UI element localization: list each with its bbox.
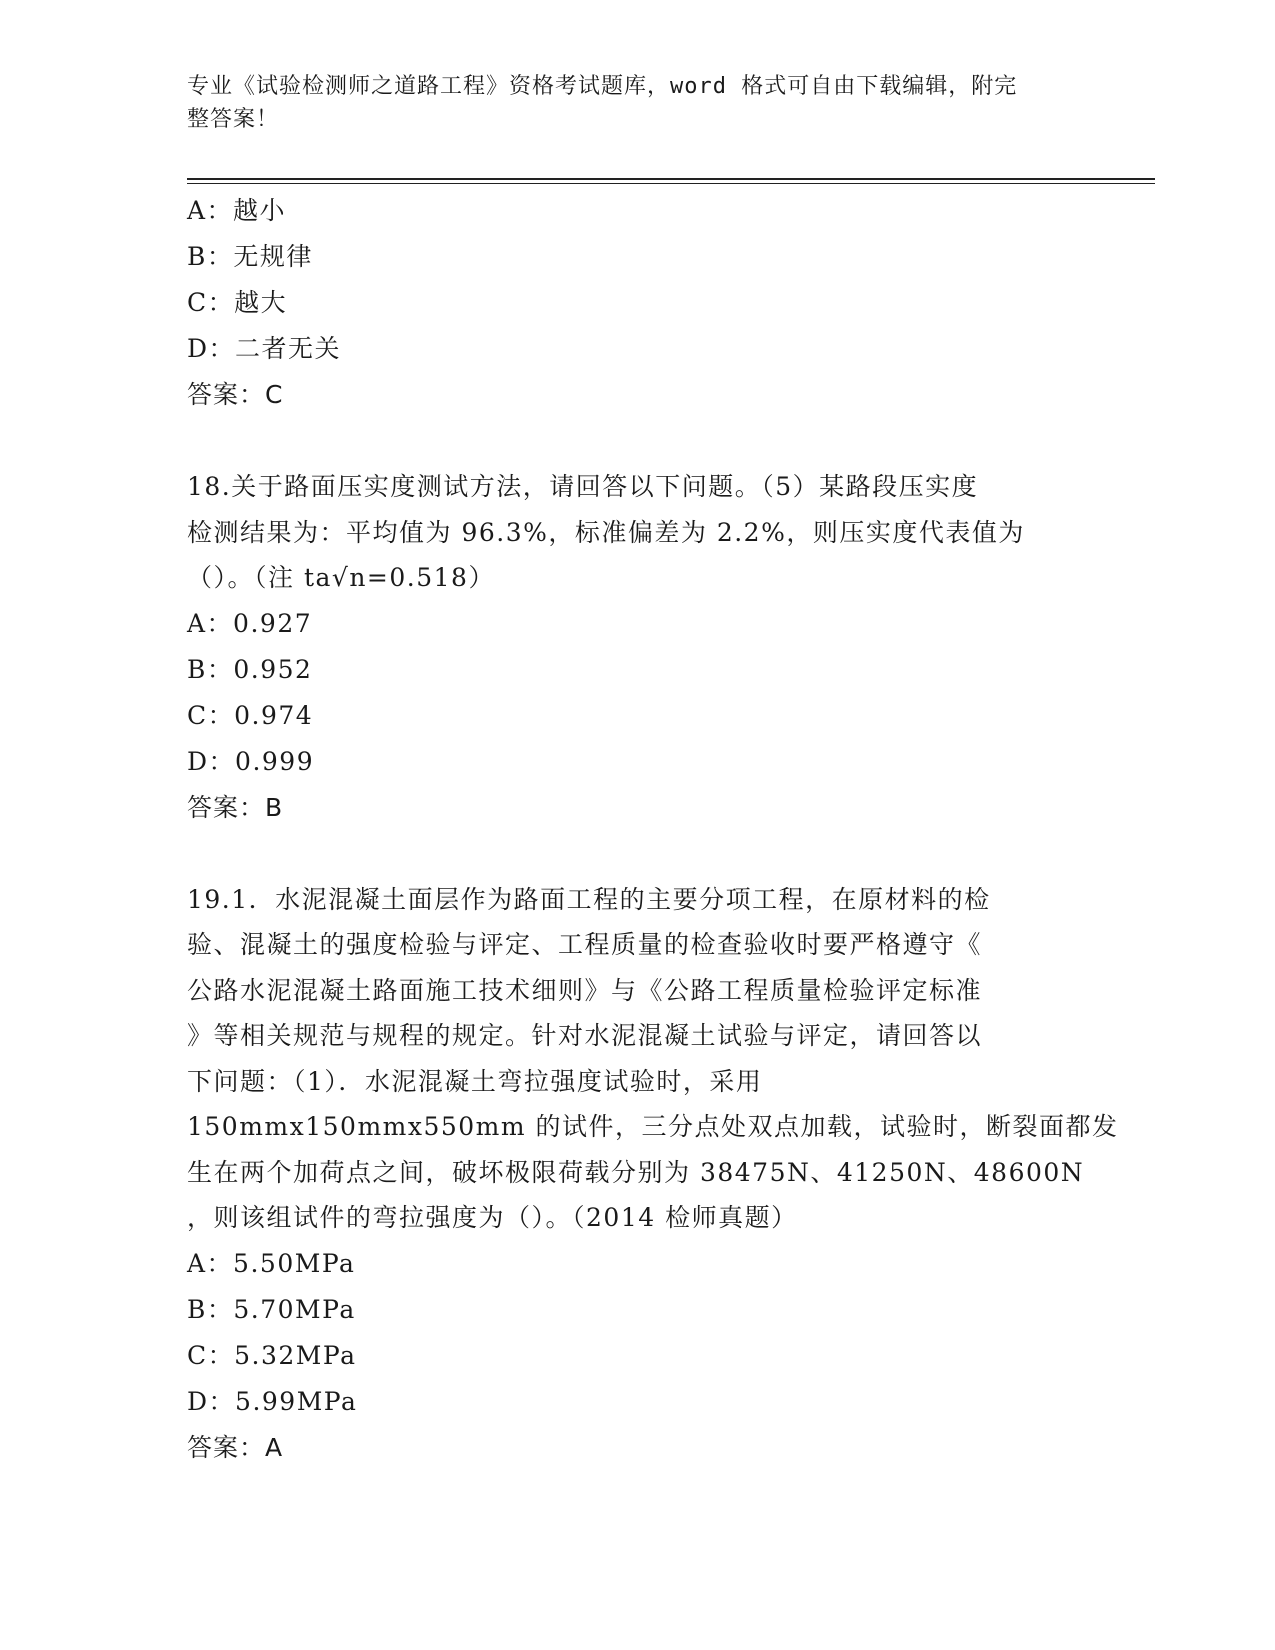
- question-text-line: 19.1．水泥混凝土面层作为路面工程的主要分项工程，在原材料的检: [187, 884, 991, 914]
- header-line-2: 整答案！: [187, 107, 280, 132]
- question-19: [187, 877, 1119, 1471]
- question-18: [187, 464, 1087, 831]
- answer: 答案：C: [187, 380, 284, 409]
- answer: 答案：A: [187, 1432, 284, 1462]
- question-text-line: ，则该组试件的弯拉强度为（）。（2014 检师真题）: [187, 1203, 798, 1232]
- question-text-line: 150mmx150mmx550mm 的试件，三分点处双点加载，试验时，断裂面都发: [187, 1112, 1119, 1141]
- question-text-line: 生在两个加荷点之间，破坏极限荷载分别为 38475N、41250N、48600N: [187, 1157, 1085, 1187]
- option-d: D：5.99MPa: [187, 1386, 358, 1416]
- question-text-line: 下问题：（1）．水泥混凝土弯拉强度试验时，采用: [187, 1066, 763, 1096]
- option-c: C：0.974: [187, 700, 314, 730]
- question-17: [187, 188, 1087, 418]
- option-a: A：5.50MPa: [187, 1248, 356, 1278]
- question-text-line: 》等相关规范与规程的规定。针对水泥混凝土试验与评定，请回答以: [187, 1021, 983, 1050]
- question-text-line: 检测结果为：平均值为 96.3%，标准偏差为 2.2%，则压实度代表值为: [187, 517, 1025, 547]
- question-text-line: 18.关于路面压实度测试方法，请回答以下问题。（5）某路段压实度: [187, 472, 979, 501]
- option-b: B：0.952: [187, 654, 313, 684]
- header-rule-thick: [187, 178, 1155, 180]
- question-text-line: （）。（注 ta√n=0.518）: [187, 563, 495, 592]
- question-content: [187, 188, 1119, 1471]
- option-b: B：5.70MPa: [187, 1294, 356, 1324]
- question-text-line: 验、混凝土的强度检验与评定、工程质量的检查验收时要严格遵守《: [187, 930, 983, 959]
- option-d: D：二者无关: [187, 334, 342, 363]
- option-a: A：0.927: [187, 608, 313, 638]
- option-c: C：5.32MPa: [187, 1340, 357, 1370]
- option-a: A：越小: [187, 196, 287, 225]
- answer: 答案：B: [187, 792, 284, 822]
- option-c: C：越大: [187, 288, 288, 317]
- option-b: B：无规律: [187, 242, 313, 271]
- option-d: D：0.999: [187, 746, 315, 776]
- page-header: [187, 70, 1087, 136]
- header-line-1: 专业《试验检测师之道路工程》资格考试题库，word 格式可自由下载编辑，附完: [187, 74, 1018, 99]
- question-text-line: 公路水泥混凝土路面施工技术细则》与《公路工程质量检验评定标准: [187, 975, 983, 1005]
- header-rule-thin: [187, 183, 1155, 184]
